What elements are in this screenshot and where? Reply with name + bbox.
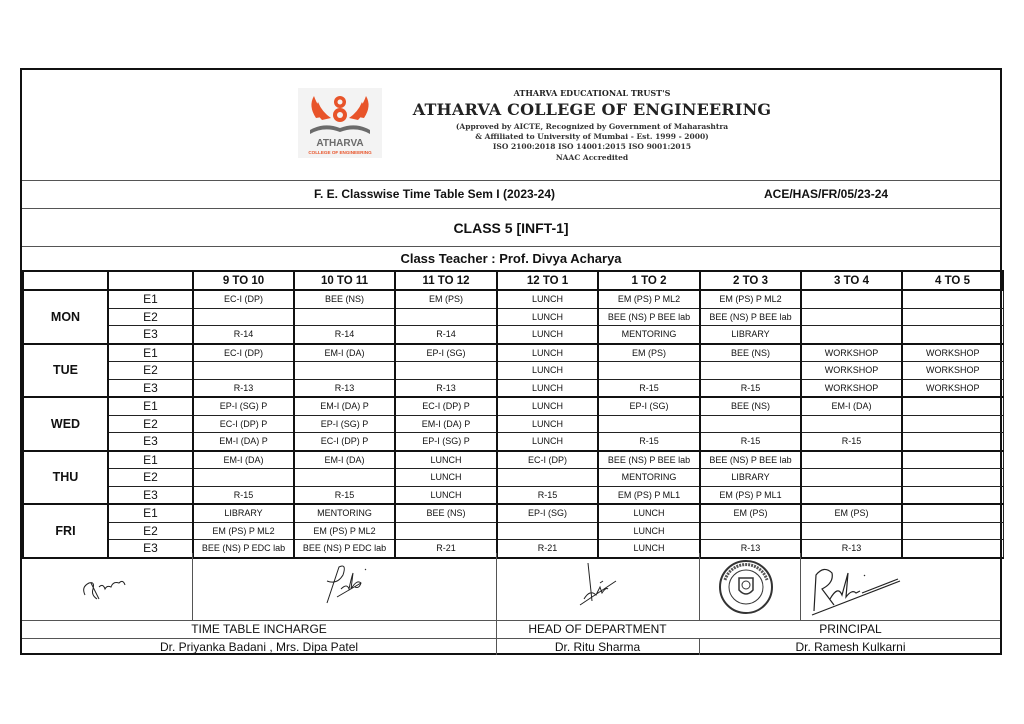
timetable-cell: LUNCH bbox=[497, 415, 598, 433]
slot-header: 11 TO 12 bbox=[395, 271, 497, 290]
timetable-cell: LUNCH bbox=[497, 379, 598, 397]
day-column-header bbox=[23, 271, 108, 290]
document-code: ACE/HAS/FR/05/23-24 bbox=[764, 187, 889, 201]
table-row bbox=[23, 469, 1003, 487]
timetable-cell bbox=[902, 451, 1003, 469]
timetable-cell: EM (PS) bbox=[700, 504, 801, 522]
timetable-cell: EM-I (DA) bbox=[294, 451, 395, 469]
timetable-cell: BEE (NS) bbox=[395, 504, 497, 522]
timetable-cell: R-21 bbox=[497, 540, 598, 558]
timetable-cell bbox=[193, 362, 294, 380]
trust-name: ATHARVA EDUCATIONAL TRUST'S bbox=[513, 88, 671, 98]
timetable-cell bbox=[700, 362, 801, 380]
batch-label: E3 bbox=[108, 486, 193, 504]
day-label: WED bbox=[23, 397, 108, 451]
slot-header-row bbox=[23, 271, 1003, 290]
name-row bbox=[22, 638, 1000, 656]
timetable-cell: EM-I (DA) bbox=[801, 397, 902, 415]
timetable-cell: R-14 bbox=[294, 326, 395, 344]
slot-header: 1 TO 2 bbox=[598, 271, 700, 290]
signature-dipa bbox=[317, 559, 377, 607]
timetable-cell: BEE (NS) P BEE lab bbox=[700, 308, 801, 326]
timetable-cell: EC-I (DP) bbox=[193, 344, 294, 362]
timetable-cell: EC-I (DP) P bbox=[395, 397, 497, 415]
timetable-cell bbox=[902, 415, 1003, 433]
batch-label: E3 bbox=[108, 540, 193, 558]
timetable-cell: EM-I (DA) P bbox=[395, 415, 497, 433]
timetable-cell: WORKSHOP bbox=[801, 362, 902, 380]
timetable-cell: R-21 bbox=[395, 540, 497, 558]
college-logo bbox=[298, 88, 382, 158]
college-name: ATHARVA COLLEGE OF ENGINEERING bbox=[412, 100, 772, 119]
batch-label: E2 bbox=[108, 415, 193, 433]
timetable-cell: EM (PS) bbox=[801, 504, 902, 522]
timetable-cell: EM (PS) P ML1 bbox=[700, 486, 801, 504]
timetable-cell: BEE (NS) bbox=[294, 290, 395, 308]
table-row bbox=[23, 362, 1003, 380]
timetable-cell bbox=[497, 469, 598, 487]
timetable-cell bbox=[294, 469, 395, 487]
timetable-cell: MENTORING bbox=[598, 326, 700, 344]
timetable-cell: WORKSHOP bbox=[801, 379, 902, 397]
timetable-cell bbox=[801, 308, 902, 326]
table-row bbox=[23, 504, 1003, 522]
slot-header: 2 TO 3 bbox=[700, 271, 801, 290]
timetable-cell bbox=[902, 397, 1003, 415]
timetable-cell: LUNCH bbox=[497, 290, 598, 308]
timetable-title: F. E. Classwise Time Table Sem I (2023-24) bbox=[314, 187, 556, 201]
title-row bbox=[22, 180, 1000, 209]
timetable-cell bbox=[902, 504, 1003, 522]
timetable-cell: LUNCH bbox=[395, 469, 497, 487]
table-row bbox=[23, 433, 1003, 451]
timetable-cell: R-15 bbox=[294, 486, 395, 504]
timetable-cell: LUNCH bbox=[497, 326, 598, 344]
batch-label: E3 bbox=[108, 326, 193, 344]
day-label: THU bbox=[23, 451, 108, 505]
timetable-cell: R-15 bbox=[700, 379, 801, 397]
batch-label: E2 bbox=[108, 362, 193, 380]
timetable-cell: EM-I (DA) bbox=[294, 344, 395, 362]
name-principal: Dr. Ramesh Kulkarni bbox=[795, 640, 906, 654]
timetable-cell bbox=[395, 522, 497, 540]
timetable-cell bbox=[902, 486, 1003, 504]
timetable-cell: R-14 bbox=[193, 326, 294, 344]
logo-subtext: COLLEGE OF ENGINEERING bbox=[308, 150, 372, 155]
timetable-cell: EP-I (SG) bbox=[395, 344, 497, 362]
timetable-cell bbox=[395, 308, 497, 326]
timetable-cell bbox=[902, 522, 1003, 540]
day-label: MON bbox=[23, 290, 108, 344]
table-row bbox=[23, 397, 1003, 415]
batch-label: E1 bbox=[108, 451, 193, 469]
timetable-cell: EM (PS) P ML2 bbox=[294, 522, 395, 540]
timetable-cell: BEE (NS) P EDC lab bbox=[193, 540, 294, 558]
timetable-cell bbox=[801, 415, 902, 433]
timetable-cell bbox=[395, 362, 497, 380]
timetable-cell: R-15 bbox=[598, 433, 700, 451]
timetable-cell: LUNCH bbox=[395, 451, 497, 469]
timetable-sheet bbox=[20, 68, 1002, 655]
college-stamp bbox=[717, 558, 775, 616]
timetable-cell bbox=[700, 522, 801, 540]
day-label: FRI bbox=[23, 504, 108, 558]
timetable-cell: LUNCH bbox=[598, 504, 700, 522]
timetable-cell: R-13 bbox=[193, 379, 294, 397]
timetable-cell: EM (PS) P ML2 bbox=[700, 290, 801, 308]
table-row bbox=[23, 522, 1003, 540]
timetable-cell: EM (PS) P ML2 bbox=[598, 290, 700, 308]
batch-label: E1 bbox=[108, 344, 193, 362]
table-row bbox=[23, 415, 1003, 433]
timetable-cell bbox=[902, 469, 1003, 487]
timetable-cell: EC-I (DP) bbox=[497, 451, 598, 469]
timetable-grid bbox=[22, 270, 1004, 559]
timetable-cell bbox=[902, 290, 1003, 308]
timetable-cell: EM (PS) bbox=[598, 344, 700, 362]
table-row bbox=[23, 344, 1003, 362]
timetable-cell bbox=[801, 522, 902, 540]
timetable-cell: LUNCH bbox=[497, 397, 598, 415]
timetable-cell: R-15 bbox=[801, 433, 902, 451]
day-label: TUE bbox=[23, 344, 108, 398]
table-row bbox=[23, 290, 1003, 308]
timetable-cell bbox=[801, 290, 902, 308]
timetable-cell: R-15 bbox=[700, 433, 801, 451]
timetable-cell: LUNCH bbox=[497, 362, 598, 380]
approval-line-1: (Approved by AICTE, Recognized by Government of Maharashtra bbox=[455, 122, 729, 131]
timetable-cell: EP-I (SG) P bbox=[294, 415, 395, 433]
timetable-cell bbox=[294, 308, 395, 326]
slot-header: 3 TO 4 bbox=[801, 271, 902, 290]
signature-ritu bbox=[570, 559, 620, 609]
batch-label: E3 bbox=[108, 379, 193, 397]
batch-column-header bbox=[108, 271, 193, 290]
timetable-cell bbox=[801, 486, 902, 504]
batch-label: E3 bbox=[108, 433, 193, 451]
timetable-cell bbox=[193, 308, 294, 326]
timetable-cell: LUNCH bbox=[395, 486, 497, 504]
table-row bbox=[23, 308, 1003, 326]
timetable-cell: R-14 bbox=[395, 326, 497, 344]
timetable-cell: EC-I (DP) P bbox=[193, 415, 294, 433]
timetable-cell: EM (PS) bbox=[395, 290, 497, 308]
table-row bbox=[23, 379, 1003, 397]
timetable-cell: EM-I (DA) bbox=[193, 451, 294, 469]
timetable-cell bbox=[497, 522, 598, 540]
timetable-cell: WORKSHOP bbox=[902, 344, 1003, 362]
timetable-cell: EM (PS) P ML1 bbox=[598, 486, 700, 504]
batch-label: E1 bbox=[108, 397, 193, 415]
class-name: CLASS 5 [INFT-1] bbox=[453, 220, 569, 236]
table-row bbox=[23, 326, 1003, 344]
timetable-cell: LUNCH bbox=[598, 522, 700, 540]
timetable-cell: LIBRARY bbox=[700, 326, 801, 344]
timetable-cell: MENTORING bbox=[294, 504, 395, 522]
timetable-cell bbox=[700, 415, 801, 433]
slot-header: 12 TO 1 bbox=[497, 271, 598, 290]
timetable-cell bbox=[801, 469, 902, 487]
timetable-cell: LIBRARY bbox=[193, 504, 294, 522]
timetable-cell: WORKSHOP bbox=[902, 362, 1003, 380]
timetable-cell: LUNCH bbox=[497, 344, 598, 362]
timetable-cell: EC-I (DP) bbox=[193, 290, 294, 308]
batch-label: E1 bbox=[108, 290, 193, 308]
timetable-cell: R-15 bbox=[193, 486, 294, 504]
batch-label: E2 bbox=[108, 469, 193, 487]
batch-label: E2 bbox=[108, 522, 193, 540]
signature-priyanka bbox=[77, 569, 137, 603]
timetable-cell: R-13 bbox=[294, 379, 395, 397]
role-timetable-incharge: TIME TABLE INCHARGE bbox=[191, 622, 327, 636]
timetable-cell: WORKSHOP bbox=[801, 344, 902, 362]
timetable-cell: BEE (NS) P EDC lab bbox=[294, 540, 395, 558]
name-hod: Dr. Ritu Sharma bbox=[554, 640, 641, 654]
timetable-cell: BEE (NS) P BEE lab bbox=[700, 451, 801, 469]
timetable-cell: BEE (NS) P BEE lab bbox=[598, 308, 700, 326]
timetable-cell: LUNCH bbox=[497, 308, 598, 326]
timetable-cell bbox=[801, 451, 902, 469]
batch-label: E2 bbox=[108, 308, 193, 326]
timetable-cell: BEE (NS) bbox=[700, 397, 801, 415]
slot-header: 9 TO 10 bbox=[193, 271, 294, 290]
timetable-cell: EM (PS) P ML2 bbox=[193, 522, 294, 540]
timetable-cell: WORKSHOP bbox=[902, 379, 1003, 397]
timetable-cell: LIBRARY bbox=[700, 469, 801, 487]
table-row bbox=[23, 486, 1003, 504]
timetable-cell: EM-I (DA) P bbox=[294, 397, 395, 415]
naac-accreditation: NAAC Accredited bbox=[555, 153, 629, 162]
timetable-cell: R-15 bbox=[497, 486, 598, 504]
timetable-cell bbox=[193, 469, 294, 487]
role-row bbox=[22, 620, 1000, 638]
timetable-cell: EC-I (DP) P bbox=[294, 433, 395, 451]
timetable-cell bbox=[294, 362, 395, 380]
timetable-cell bbox=[598, 415, 700, 433]
approval-line-2: & Affiliated to University of Mumbai - Est. 1999 - 2000) bbox=[475, 132, 709, 141]
timetable-cell: LUNCH bbox=[497, 433, 598, 451]
timetable-cell bbox=[902, 326, 1003, 344]
class-teacher: Class Teacher : Prof. Divya Acharya bbox=[400, 251, 622, 266]
timetable-cell: BEE (NS) P BEE lab bbox=[598, 451, 700, 469]
timetable-cell: R-15 bbox=[598, 379, 700, 397]
name-timetable-incharge: Dr. Priyanka Badani , Mrs. Dipa Patel bbox=[159, 640, 359, 654]
timetable-cell: MENTORING bbox=[598, 469, 700, 487]
letterhead bbox=[22, 70, 1000, 181]
timetable-cell: EP-I (SG) P bbox=[193, 397, 294, 415]
logo-text: ATHARVA bbox=[316, 138, 364, 149]
role-hod: HEAD OF DEPARTMENT bbox=[528, 622, 667, 636]
timetable-cell bbox=[801, 326, 902, 344]
timetable-cell: R-13 bbox=[395, 379, 497, 397]
timetable-cell bbox=[598, 362, 700, 380]
timetable-cell: EP-I (SG) bbox=[598, 397, 700, 415]
timetable-cell: EP-I (SG) P bbox=[395, 433, 497, 451]
timetable-cell: R-13 bbox=[801, 540, 902, 558]
slot-header: 4 TO 5 bbox=[902, 271, 1003, 290]
slot-header: 10 TO 11 bbox=[294, 271, 395, 290]
iso-certifications: ISO 2100:2018 ISO 14001:2015 ISO 9001:2015 bbox=[492, 142, 692, 151]
class-teacher-row bbox=[22, 246, 1000, 272]
timetable-cell: EP-I (SG) bbox=[497, 504, 598, 522]
timetable-cell: BEE (NS) bbox=[700, 344, 801, 362]
timetable-cell bbox=[902, 433, 1003, 451]
batch-label: E1 bbox=[108, 504, 193, 522]
role-principal: PRINCIPAL bbox=[819, 622, 882, 636]
class-row bbox=[22, 208, 1000, 247]
timetable-cell: LUNCH bbox=[598, 540, 700, 558]
table-row bbox=[23, 451, 1003, 469]
timetable-cell: EM-I (DA) P bbox=[193, 433, 294, 451]
signature-area bbox=[22, 553, 1000, 620]
timetable-cell: R-13 bbox=[700, 540, 801, 558]
signature-ramesh bbox=[804, 561, 904, 617]
timetable-cell bbox=[902, 308, 1003, 326]
